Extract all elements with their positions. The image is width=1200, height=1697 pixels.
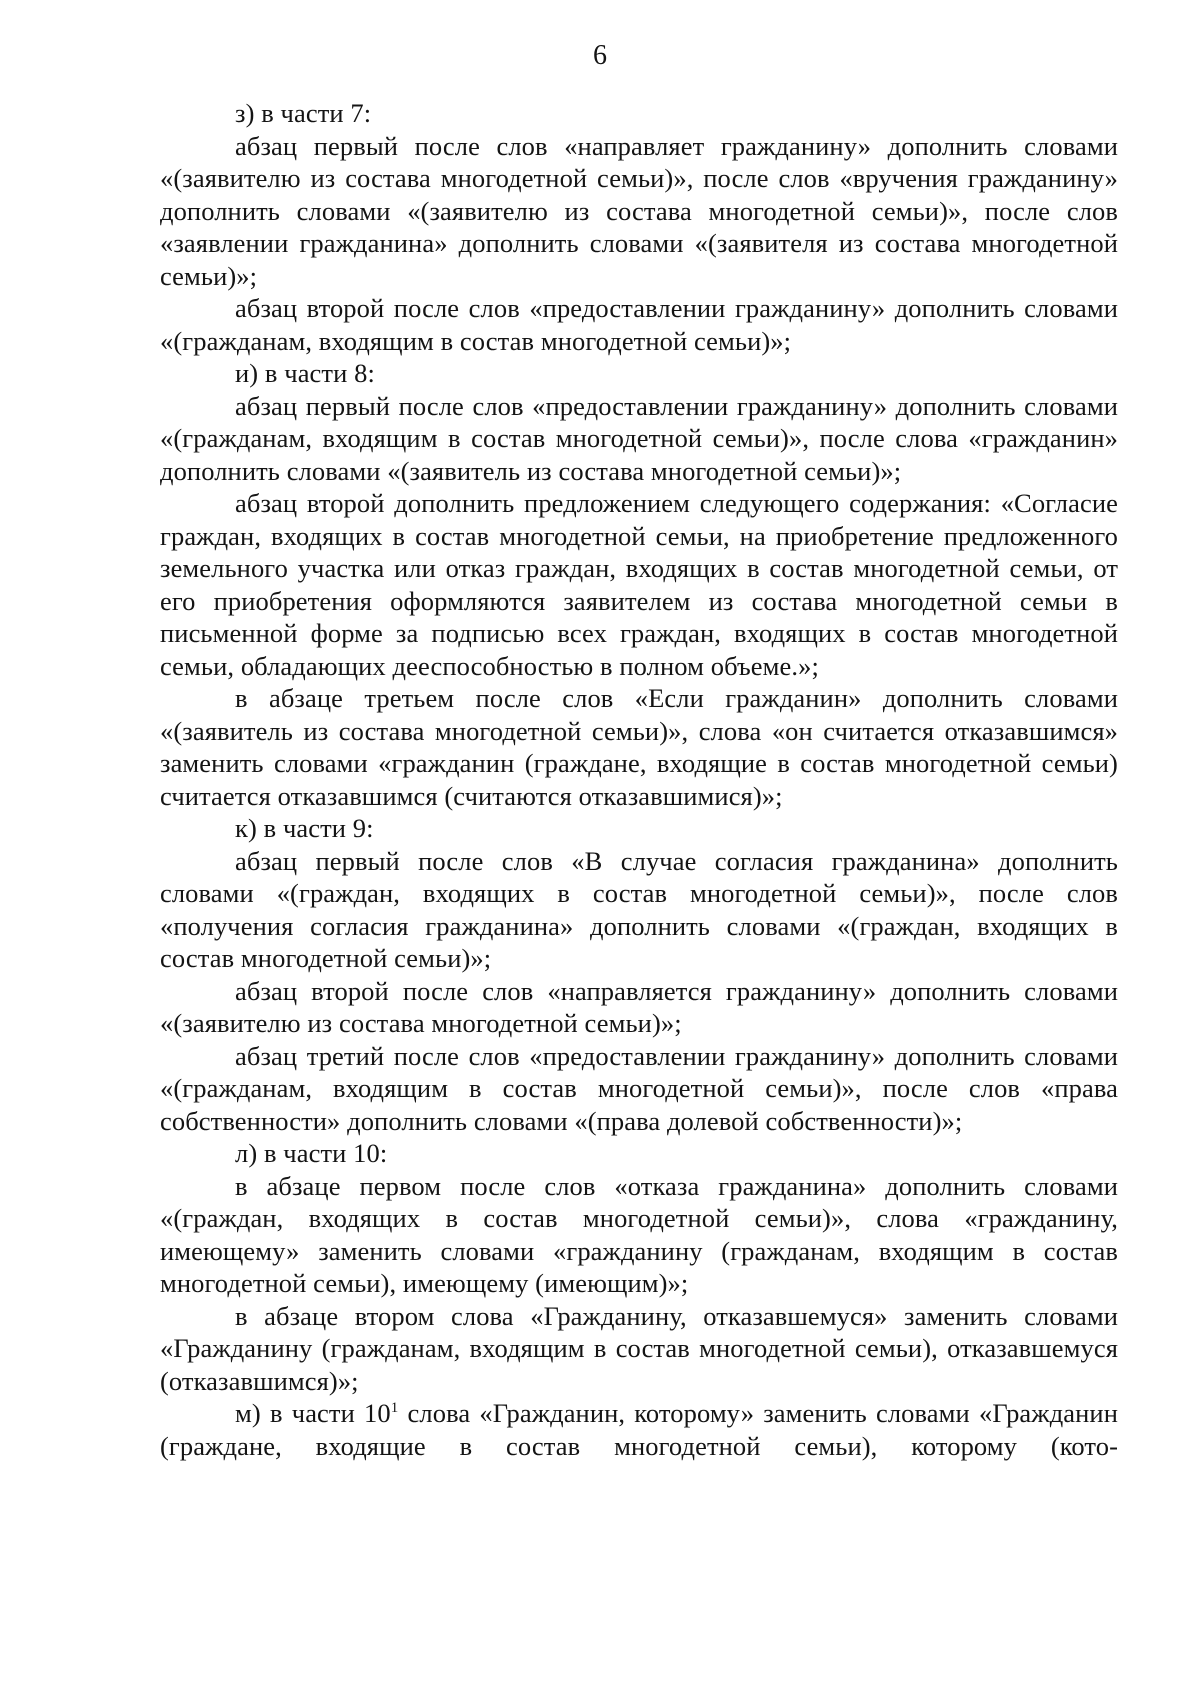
paragraph-i-second: абзац второй дополнить предложением следующего содержания: «Согласие граждан, входящих в состав многодетной семьи, на приобретение предложенного земельного участка или отказ граждан, входящих в состав многодетной семьи, от его приобретения оформляются заявителем из состава многодетной семьи в письменной форме за подписью всех граждан, входящих в состав многодетной семьи, обладающих дееспособностью в полном объеме.»; [160, 488, 1118, 681]
superscript-one: 1 [390, 1400, 399, 1417]
paragraph-k-third: абзац третий после слов «предоставлении гражданину» дополнить словами «(гражданам, входящим в состав многодетной семьи)», после слов «права собственности» дополнить словами «(права долевой собственности)»; [160, 1040, 1118, 1136]
paragraph-l-first: в абзаце первом после слов «отказа гражданина» дополнить словами «(граждан, входящих в состав многодетной семьи)», слова «гражданину, имеющему» заменить словами «гражданину (гражданам, входящим в состав многодетной семьи), имеющему (имеющим)»; [160, 1170, 1118, 1298]
paragraph-l-second: в абзаце втором слова «Гражданину, отказавшемуся» заменить словами «Гражданину (гражданам, входящим в состав многодетной семьи), отказавшемуся (отказавшимся)»; [160, 1300, 1118, 1396]
paragraph-k-first: абзац первый после слов «В случае согласия гражданина» дополнить словами «(граждан, входящих в состав многодетной семьи)», после слов «получения согласия гражданина» дополнить словами «(граждан, входящих в состав многодетной семьи)»; [160, 845, 1118, 973]
paragraph-i-first: абзац первый после слов «предоставлении гражданину» дополнить словами «(гражданам, входящим в состав многодетной семьи)», после слова «гражданин» дополнить словами «(заявитель из состава многодетной семьи)»; [160, 390, 1118, 486]
item-k-heading: к) в части 9: [235, 813, 374, 843]
item-z-heading: з) в части 7: [235, 98, 372, 128]
paragraph-z-first: абзац первый после слов «направляет гражданину» дополнить словами «(заявителю из состава многодетной семьи)», после слов «вручения гражданину» дополнить словами «(заявителю из состава многодетной семьи)», после слов «заявлении гражданина» дополнить словами «(заявителя из состава многодетной семьи)»; [160, 130, 1118, 291]
paragraph-z-second: абзац второй после слов «предоставлении гражданину» дополнить словами «(гражданам, входящим в состав многодетной семьи)»; [160, 293, 1118, 356]
paragraph-i-third: в абзаце третьем после слов «Если гражданин» дополнить словами «(заявитель из состава многодетной семьи)», слова «он считается отказавшимся» заменить словами «гражданин (граждане, входящие в состав многодетной семьи) считается отказавшимся (считаются отказавшимися)»; [160, 683, 1118, 811]
item-l-heading: л) в части 10: [235, 1138, 388, 1168]
paragraph-m [160, 1397, 1118, 1462]
paragraph-k-second: абзац второй после слов «направляется гражданину» дополнить словами «(заявителю из состава многодетной семьи)»; [160, 975, 1118, 1038]
page-number: 6 [593, 40, 607, 71]
document-body [160, 97, 1118, 1462]
item-i-heading: и) в части 8: [235, 358, 375, 388]
paragraph-m-rest: слова «Гражданин, которому» заменить словами «Гражданин (граждане, входящие в состав многодетной семьи), которому (кото- [160, 1398, 1118, 1461]
paragraph-m-start: м) в части 10 [235, 1398, 391, 1428]
